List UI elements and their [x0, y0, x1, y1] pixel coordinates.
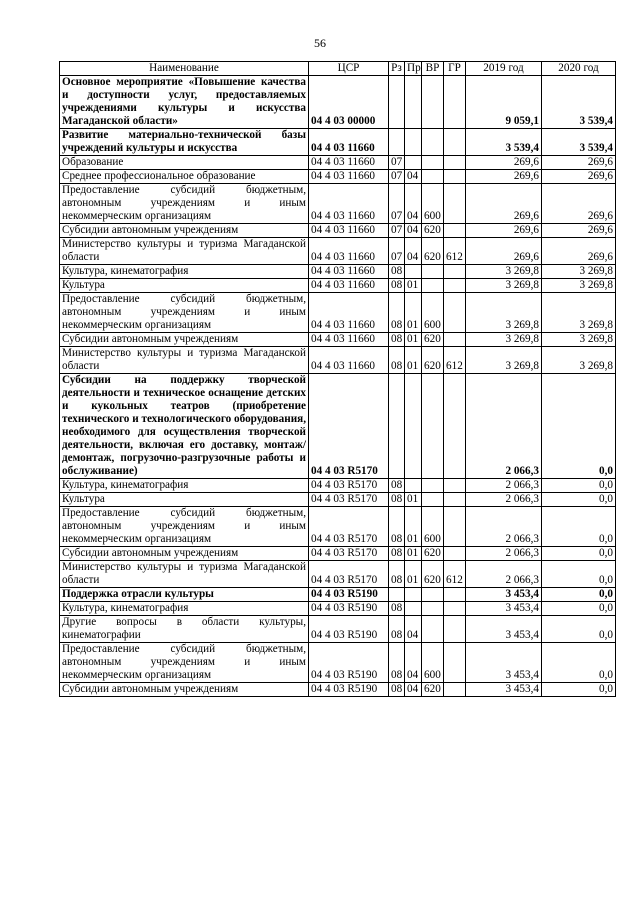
row-vr: 600	[422, 643, 444, 683]
row-gr: 612	[444, 347, 466, 374]
row-csr: 04 4 03 11660	[309, 279, 389, 293]
row-value-2019: 9 059,1	[466, 76, 542, 129]
row-name: Субсидии автономным учреждениям	[60, 547, 309, 561]
row-csr: 04 4 03 R5190	[309, 602, 389, 616]
table-row	[60, 588, 616, 602]
row-value-2019: 3 269,8	[466, 347, 542, 374]
row-value-2020: 269,6	[542, 224, 616, 238]
row-csr: 04 4 03 R5170	[309, 493, 389, 507]
row-csr: 04 4 03 11660	[309, 293, 389, 333]
row-vr: 620	[422, 333, 444, 347]
row-gr: 612	[444, 238, 466, 265]
row-value-2020: 3 269,8	[542, 347, 616, 374]
row-vr	[422, 76, 444, 129]
table-row	[60, 293, 616, 333]
row-pr: 01	[405, 279, 422, 293]
row-name: Предоставление субсидий бюджетным, автономным учреждениям и иным некоммерческим организациям	[60, 293, 309, 333]
row-name: Поддержка отрасли культуры	[60, 588, 309, 602]
row-vr: 620	[422, 238, 444, 265]
row-vr	[422, 170, 444, 184]
row-name: Министерство культуры и туризма Магаданской области	[60, 561, 309, 588]
row-name: Образование	[60, 156, 309, 170]
row-gr	[444, 265, 466, 279]
row-name: Субсидии на поддержку творческой деятельности и техническое оснащение детских и кукольных театров (приобретение технического и технологического оборудования, необходимого для осуществления творческой деятельности, включая его доставку, монтаж/демонтаж, погрузочно-разгрузочные работы и обслуживание)	[60, 374, 309, 479]
row-pr: 01	[405, 547, 422, 561]
row-rz: 08	[389, 265, 405, 279]
row-gr	[444, 76, 466, 129]
row-name: Среднее профессиональное образование	[60, 170, 309, 184]
row-name: Развитие материально-технической базы учреждений культуры и искусства	[60, 129, 309, 156]
table-row	[60, 561, 616, 588]
row-value-2019: 2 066,3	[466, 479, 542, 493]
row-csr: 04 4 03 11660	[309, 224, 389, 238]
row-pr: 01	[405, 293, 422, 333]
row-gr	[444, 616, 466, 643]
row-rz: 08	[389, 602, 405, 616]
row-value-2019: 3 453,4	[466, 643, 542, 683]
row-value-2019: 3 453,4	[466, 602, 542, 616]
header-gr: ГР	[444, 62, 466, 76]
row-rz: 08	[389, 333, 405, 347]
row-vr	[422, 156, 444, 170]
table-row	[60, 156, 616, 170]
row-csr: 04 4 03 R5170	[309, 479, 389, 493]
row-vr	[422, 602, 444, 616]
row-vr: 620	[422, 547, 444, 561]
table-row	[60, 129, 616, 156]
row-value-2019: 3 453,4	[466, 588, 542, 602]
row-rz: 07	[389, 170, 405, 184]
row-name: Другие вопросы в области культуры, кинематографии	[60, 616, 309, 643]
row-name: Культура, кинематография	[60, 265, 309, 279]
row-rz: 08	[389, 683, 405, 697]
table-row	[60, 279, 616, 293]
row-gr	[444, 170, 466, 184]
row-rz: 08	[389, 293, 405, 333]
row-vr	[422, 616, 444, 643]
row-rz	[389, 129, 405, 156]
header-pr: Пр	[405, 62, 422, 76]
row-vr: 620	[422, 561, 444, 588]
row-pr: 04	[405, 616, 422, 643]
row-gr	[444, 683, 466, 697]
row-value-2020: 0,0	[542, 507, 616, 547]
row-csr: 04 4 03 11660	[309, 265, 389, 279]
row-gr	[444, 129, 466, 156]
row-value-2019: 3 269,8	[466, 293, 542, 333]
row-csr: 04 4 03 11660	[309, 170, 389, 184]
table-row	[60, 224, 616, 238]
header-vr: ВР	[422, 62, 444, 76]
table-row	[60, 507, 616, 547]
row-value-2019: 3 269,8	[466, 279, 542, 293]
row-value-2019: 3 453,4	[466, 616, 542, 643]
row-name: Субсидии автономным учреждениям	[60, 224, 309, 238]
row-rz: 08	[389, 493, 405, 507]
row-value-2020: 3 539,4	[542, 76, 616, 129]
row-csr: 04 4 03 R5190	[309, 683, 389, 697]
row-vr: 620	[422, 683, 444, 697]
table-row	[60, 76, 616, 129]
header-2019: 2019 год	[466, 62, 542, 76]
row-name: Субсидии автономным учреждениям	[60, 333, 309, 347]
row-vr	[422, 374, 444, 479]
row-pr	[405, 588, 422, 602]
table-row	[60, 479, 616, 493]
row-name: Министерство культуры и туризма Магаданской области	[60, 238, 309, 265]
row-rz: 07	[389, 238, 405, 265]
row-rz: 08	[389, 616, 405, 643]
row-value-2020: 3 269,8	[542, 265, 616, 279]
row-value-2020: 0,0	[542, 493, 616, 507]
row-value-2019: 2 066,3	[466, 561, 542, 588]
row-pr	[405, 156, 422, 170]
row-rz: 08	[389, 507, 405, 547]
table-row	[60, 347, 616, 374]
row-gr	[444, 479, 466, 493]
row-value-2020: 3 539,4	[542, 129, 616, 156]
row-vr: 620	[422, 347, 444, 374]
row-csr: 04 4 03 R5190	[309, 616, 389, 643]
row-vr: 600	[422, 184, 444, 224]
table-row	[60, 683, 616, 697]
row-pr	[405, 265, 422, 279]
row-name: Предоставление субсидий бюджетным, автономным учреждениям и иным некоммерческим организациям	[60, 184, 309, 224]
row-pr: 04	[405, 224, 422, 238]
row-pr: 04	[405, 643, 422, 683]
row-pr: 01	[405, 561, 422, 588]
table-row	[60, 616, 616, 643]
row-name: Предоставление субсидий бюджетным, автономным учреждениям и иным некоммерческим организациям	[60, 643, 309, 683]
header-name: Наименование	[60, 62, 309, 76]
row-value-2020: 0,0	[542, 374, 616, 479]
table-row	[60, 170, 616, 184]
row-value-2020: 0,0	[542, 683, 616, 697]
row-csr: 04 4 03 R5190	[309, 588, 389, 602]
row-value-2020: 0,0	[542, 588, 616, 602]
table-row	[60, 265, 616, 279]
row-gr	[444, 643, 466, 683]
row-name: Основное мероприятие «Повышение качества и доступности услуг, предоставляемых учреждениями культуры и искусства Магаданской области»	[60, 76, 309, 129]
row-value-2020: 269,6	[542, 184, 616, 224]
row-rz: 07	[389, 184, 405, 224]
row-value-2019: 3 269,8	[466, 333, 542, 347]
row-pr	[405, 374, 422, 479]
table-row	[60, 333, 616, 347]
row-gr	[444, 333, 466, 347]
row-name: Культура	[60, 493, 309, 507]
row-value-2019: 269,6	[466, 238, 542, 265]
row-value-2020: 0,0	[542, 479, 616, 493]
row-gr	[444, 279, 466, 293]
row-pr: 04	[405, 238, 422, 265]
row-value-2020: 0,0	[542, 561, 616, 588]
header-2020: 2020 год	[542, 62, 616, 76]
row-value-2019: 3 453,4	[466, 683, 542, 697]
row-value-2020: 269,6	[542, 170, 616, 184]
row-pr: 01	[405, 333, 422, 347]
row-gr	[444, 602, 466, 616]
row-value-2019: 269,6	[466, 184, 542, 224]
row-value-2019: 269,6	[466, 224, 542, 238]
row-vr	[422, 279, 444, 293]
table-row	[60, 184, 616, 224]
row-csr: 04 4 03 11660	[309, 156, 389, 170]
row-csr: 04 4 03 R5190	[309, 643, 389, 683]
row-value-2019: 3 269,8	[466, 265, 542, 279]
row-pr: 01	[405, 507, 422, 547]
row-rz: 08	[389, 347, 405, 374]
header-rz: Рз	[389, 62, 405, 76]
row-gr	[444, 156, 466, 170]
row-gr	[444, 184, 466, 224]
row-csr: 04 4 03 11660	[309, 333, 389, 347]
row-vr	[422, 493, 444, 507]
budget-table	[59, 61, 616, 697]
row-csr: 04 4 03 R5170	[309, 561, 389, 588]
row-value-2019: 2 066,3	[466, 507, 542, 547]
row-rz: 08	[389, 643, 405, 683]
row-gr	[444, 224, 466, 238]
row-rz: 08	[389, 479, 405, 493]
row-name: Культура	[60, 279, 309, 293]
row-value-2019: 269,6	[466, 170, 542, 184]
row-value-2020: 0,0	[542, 602, 616, 616]
table-row	[60, 374, 616, 479]
row-rz	[389, 374, 405, 479]
table-row	[60, 493, 616, 507]
row-pr: 01	[405, 493, 422, 507]
row-pr	[405, 479, 422, 493]
row-value-2019: 269,6	[466, 156, 542, 170]
row-gr	[444, 493, 466, 507]
row-value-2019: 2 066,3	[466, 374, 542, 479]
row-pr: 04	[405, 683, 422, 697]
row-vr: 600	[422, 293, 444, 333]
row-gr	[444, 507, 466, 547]
row-name: Предоставление субсидий бюджетным, автономным учреждениям и иным некоммерческим организациям	[60, 507, 309, 547]
table-row	[60, 547, 616, 561]
page-number: 56	[314, 36, 326, 50]
row-name: Министерство культуры и туризма Магаданской области	[60, 347, 309, 374]
row-csr: 04 4 03 R5170	[309, 547, 389, 561]
row-name: Субсидии автономным учреждениям	[60, 683, 309, 697]
row-csr: 04 4 03 00000	[309, 76, 389, 129]
table-row	[60, 238, 616, 265]
row-value-2019: 3 539,4	[466, 129, 542, 156]
row-pr: 04	[405, 170, 422, 184]
row-csr: 04 4 03 11660	[309, 184, 389, 224]
row-csr: 04 4 03 11660	[309, 238, 389, 265]
header-row	[60, 62, 616, 76]
row-value-2020: 269,6	[542, 156, 616, 170]
row-rz	[389, 76, 405, 129]
row-vr	[422, 265, 444, 279]
row-rz: 08	[389, 547, 405, 561]
row-value-2019: 2 066,3	[466, 493, 542, 507]
row-value-2020: 3 269,8	[542, 333, 616, 347]
row-value-2020: 0,0	[542, 616, 616, 643]
row-csr: 04 4 03 R5170	[309, 507, 389, 547]
row-gr	[444, 588, 466, 602]
row-rz: 08	[389, 561, 405, 588]
row-value-2020: 269,6	[542, 238, 616, 265]
row-vr: 600	[422, 507, 444, 547]
table-body	[60, 76, 616, 697]
table-row	[60, 602, 616, 616]
row-rz: 07	[389, 224, 405, 238]
row-value-2019: 2 066,3	[466, 547, 542, 561]
row-name: Культура, кинематография	[60, 602, 309, 616]
row-gr	[444, 293, 466, 333]
row-csr: 04 4 03 11660	[309, 347, 389, 374]
row-value-2020: 3 269,8	[542, 279, 616, 293]
row-gr	[444, 547, 466, 561]
row-vr	[422, 588, 444, 602]
table-row	[60, 643, 616, 683]
row-vr	[422, 479, 444, 493]
row-csr: 04 4 03 R5170	[309, 374, 389, 479]
row-name: Культура, кинематография	[60, 479, 309, 493]
row-vr	[422, 129, 444, 156]
row-rz	[389, 588, 405, 602]
row-value-2020: 0,0	[542, 547, 616, 561]
row-rz: 08	[389, 279, 405, 293]
row-gr	[444, 374, 466, 479]
row-gr: 612	[444, 561, 466, 588]
row-pr	[405, 602, 422, 616]
row-pr: 04	[405, 184, 422, 224]
row-value-2020: 3 269,8	[542, 293, 616, 333]
row-vr: 620	[422, 224, 444, 238]
row-pr: 01	[405, 347, 422, 374]
header-csr: ЦСР	[309, 62, 389, 76]
row-csr: 04 4 03 11660	[309, 129, 389, 156]
row-pr	[405, 76, 422, 129]
row-pr	[405, 129, 422, 156]
row-rz: 07	[389, 156, 405, 170]
row-value-2020: 0,0	[542, 643, 616, 683]
